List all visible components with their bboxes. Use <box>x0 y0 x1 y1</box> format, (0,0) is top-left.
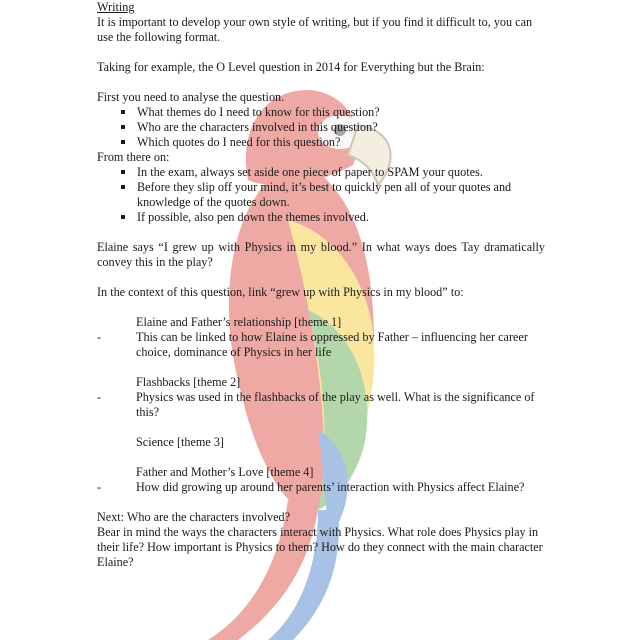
heading: Writing <box>97 0 135 14</box>
theme-title: Science [theme 3] <box>136 435 224 449</box>
context-paragraph: In the context of this question, link “grew up with Physics in my blood” to: <box>97 285 464 299</box>
example-paragraph: Taking for example, the O Level question in 2014 for Everything but the Brain: <box>97 60 485 74</box>
list-item: Before they slip off your mind, it’s best to quickly pen all of your quotes and knowledge of the quotes down. <box>121 180 545 210</box>
list-item: Who are the characters involved in this question? <box>121 120 545 135</box>
list-item: Which quotes do I need for this question? <box>121 135 545 150</box>
theme-title: Flashbacks [theme 2] <box>136 375 241 389</box>
list-item: If possible, also pen down the themes involved. <box>121 210 545 225</box>
theme-note <box>97 330 545 360</box>
dash-marker: - <box>97 480 102 494</box>
bear-paragraph: Bear in mind the ways the characters interact with Physics. What role does Physics play in their life? How important is Physics to them? How do they connect with the main character Elaine? <box>97 525 543 569</box>
theme-note-text: This can be linked to how Elaine is oppressed by Father – influencing her career choice, dominance of Physics in her life <box>136 330 528 359</box>
question-paragraph: Elaine says “I grew up with Physics in my blood.” In what ways does Tay dramatically convey this in the play? <box>97 240 545 269</box>
theme-note-text: Physics was used in the flashbacks of the play as well. What is the significance of this? <box>136 390 535 419</box>
dash-marker: - <box>97 330 102 344</box>
from-there-label: From there on: <box>97 150 170 164</box>
theme-note-text: How did growing up around her parents’ interaction with Physics affect Elaine? <box>136 480 525 494</box>
dash-marker: - <box>97 390 102 404</box>
document-text <box>97 0 545 570</box>
theme-title: Elaine and Father’s relationship [theme 1] <box>136 315 342 329</box>
theme-note <box>97 390 545 420</box>
list-item: What themes do I need to know for this question? <box>121 105 545 120</box>
next-paragraph: Next: Who are the characters involved? <box>97 510 290 524</box>
theme-title: Father and Mother’s Love [theme 4] <box>136 465 314 479</box>
list-item: In the exam, always set aside one piece of paper to SPAM your quotes. <box>121 165 545 180</box>
analyse-list <box>97 105 545 150</box>
intro-paragraph: It is important to develop your own style of writing, but if you find it difficult to, you can use the following format. <box>97 15 533 44</box>
analyse-intro: First you need to analyse the question. <box>97 90 285 104</box>
exam-list <box>97 165 545 225</box>
theme-note <box>97 480 545 495</box>
